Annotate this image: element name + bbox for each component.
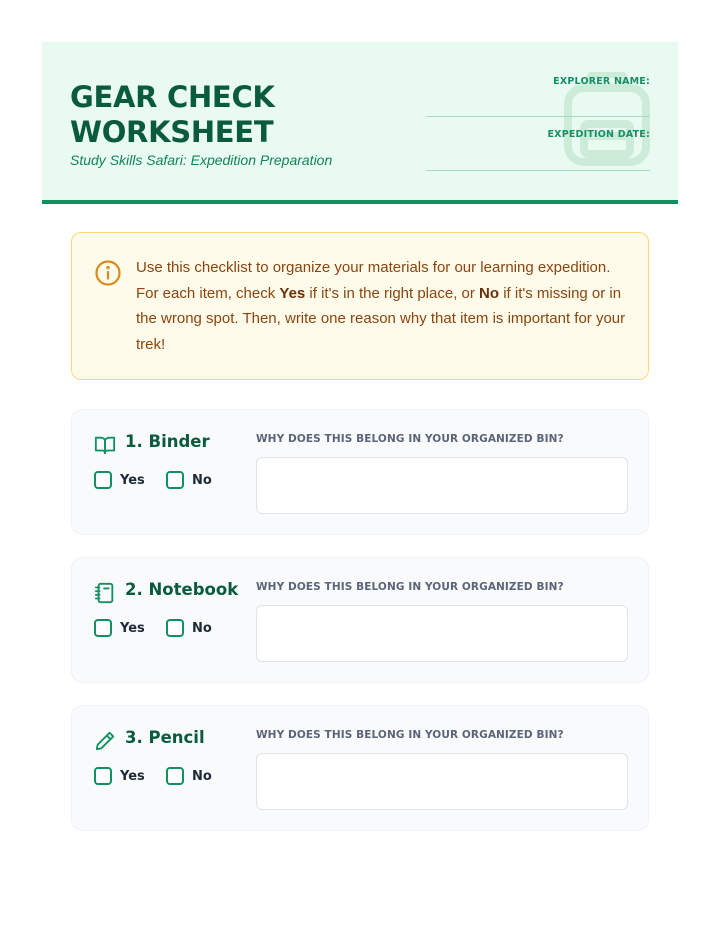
reason-input[interactable] [256,753,628,810]
gear-item-pencil [71,705,649,831]
yes-checkbox[interactable] [94,767,145,785]
instructions-no: No [479,284,500,302]
item-title: 1. Binder [125,432,210,451]
yes-label: Yes [120,620,145,636]
instructions-part-1: Use this checklist to organize your materials for our learning expedition. For each item, check [136,259,611,302]
page-title [70,80,275,150]
title-line-2: WORKSHEET [70,115,274,149]
no-label: No [192,620,212,636]
expedition-date-field[interactable] [426,170,650,171]
no-label: No [192,472,212,488]
checkbox-square[interactable] [94,767,112,785]
page-subtitle: Study Skills Safari: Expedition Preparation [70,152,333,168]
checkbox-square[interactable] [166,619,184,637]
reason-question: WHY DOES THIS BELONG IN YOUR ORGANIZED BIN? [256,581,564,593]
reason-question: WHY DOES THIS BELONG IN YOUR ORGANIZED BIN? [256,729,564,741]
checkbox-square[interactable] [94,471,112,489]
no-checkbox[interactable] [166,767,212,785]
instructions-text [136,255,626,357]
gear-item-binder [71,409,649,535]
instructions-box [71,232,649,380]
explorer-name-label: EXPLORER NAME: [553,76,650,87]
item-title: 2. Notebook [125,580,239,599]
yes-checkbox[interactable] [94,619,145,637]
yes-label: Yes [120,768,145,784]
instructions-part-3: if it's missing or in the wrong spot. Then, write one reason why that item is important for your trek! [136,284,626,353]
instructions-yes: Yes [279,284,306,302]
no-checkbox[interactable] [166,619,212,637]
yes-checkbox[interactable] [94,471,145,489]
item-title: 3. Pencil [125,728,205,747]
checkbox-square[interactable] [166,767,184,785]
pencil-icon [94,730,116,752]
gear-item-notebook [71,557,649,683]
instructions-part-2: if it's in the right place, or [305,284,480,302]
checkbox-square[interactable] [166,471,184,489]
reason-question: WHY DOES THIS BELONG IN YOUR ORGANIZED BIN? [256,433,564,445]
no-checkbox[interactable] [166,471,212,489]
yes-label: Yes [120,472,145,488]
expedition-date-label: EXPEDITION DATE: [547,129,650,140]
book-icon [94,434,116,456]
reason-input[interactable] [256,605,628,662]
explorer-name-field[interactable] [426,116,650,117]
title-line-1: GEAR CHECK [70,80,275,114]
checkbox-square[interactable] [94,619,112,637]
notebook-icon [94,582,116,604]
info-icon [94,259,122,287]
no-label: No [192,768,212,784]
worksheet-header [42,42,678,204]
reason-input[interactable] [256,457,628,514]
